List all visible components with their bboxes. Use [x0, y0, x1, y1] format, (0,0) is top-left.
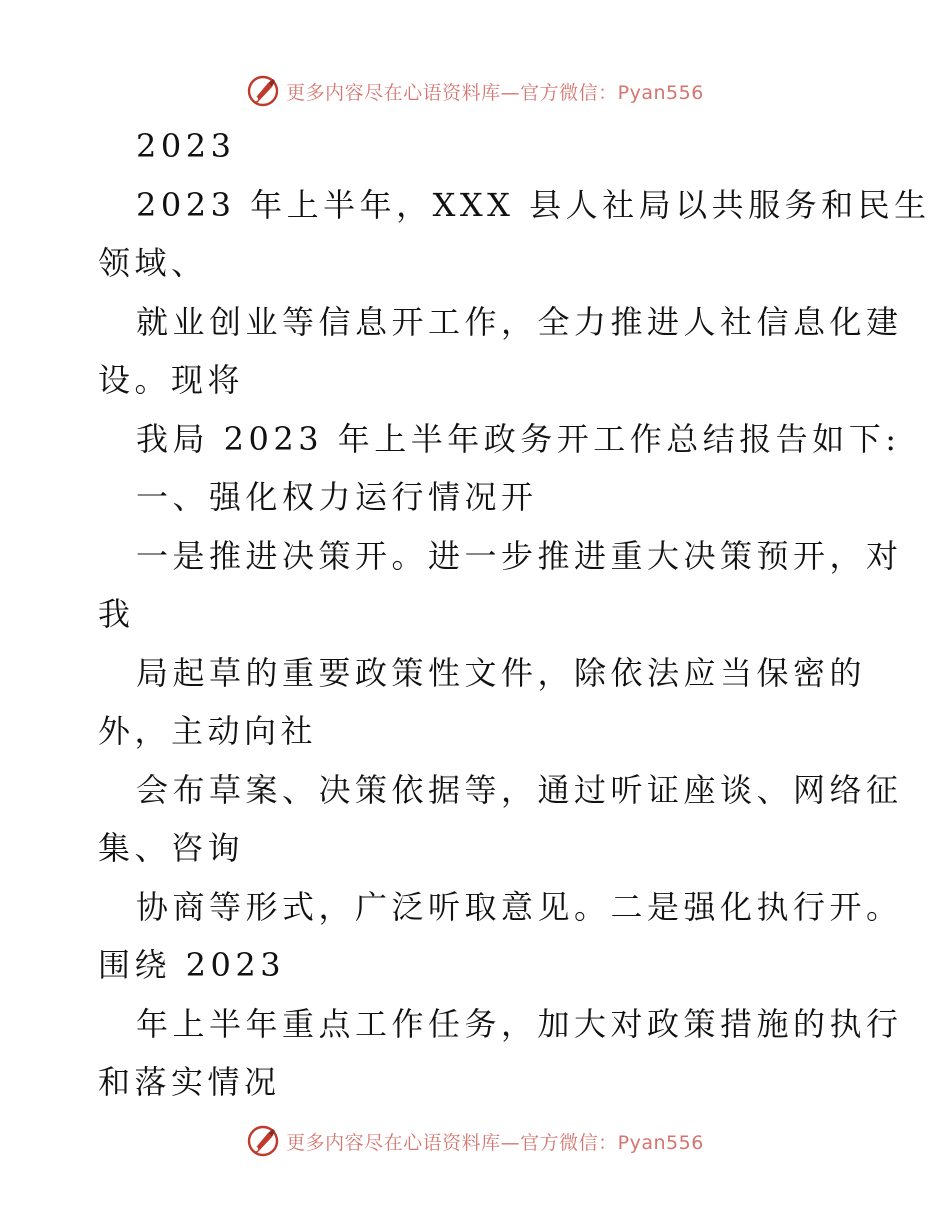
doc-line: 设。现将 [98, 361, 245, 399]
doc-line: 会布草案、决策依据等，通过听证座谈、网络征 [136, 771, 903, 809]
section-heading: 一、强化权力运行情况开 [136, 478, 538, 516]
doc-line: 领域、 [98, 244, 208, 282]
doc-line: 就业创业等信息开工作，全力推进人社信息化建 [136, 303, 903, 341]
doc-line: 我局 2023 年上半年政务开工作总结报告如下: [136, 420, 901, 458]
quill-pen-logo-icon [246, 1124, 280, 1158]
footer-watermark [0, 1121, 950, 1161]
watermark-text: 更多内容尽在心语资料库—官方微信：Pyan556 [286, 81, 704, 104]
doc-line: 2023 年上半年，XXX 县人社局以共服务和民生 [136, 186, 931, 224]
doc-line: 局起草的重要政策性文件，除依法应当保密的 [136, 654, 867, 692]
doc-line: 2023 [136, 127, 236, 165]
doc-line: 围绕 2023 [98, 946, 286, 984]
doc-line: 外，主动向社 [98, 712, 318, 750]
watermark-text: 更多内容尽在心语资料库—官方微信：Pyan556 [286, 1131, 704, 1154]
doc-line: 年上半年重点工作任务，加大对政策措施的执行 [136, 1005, 903, 1043]
doc-line: 协商等形式，广泛听取意见。二是强化执行开。 [136, 888, 903, 926]
doc-line: 集、咨询 [98, 829, 245, 867]
doc-line: 一是推进决策开。进一步推进重大决策预开，对 [136, 537, 903, 575]
doc-line: 我 [98, 595, 135, 633]
doc-line: 和落实情况 [98, 1063, 281, 1101]
